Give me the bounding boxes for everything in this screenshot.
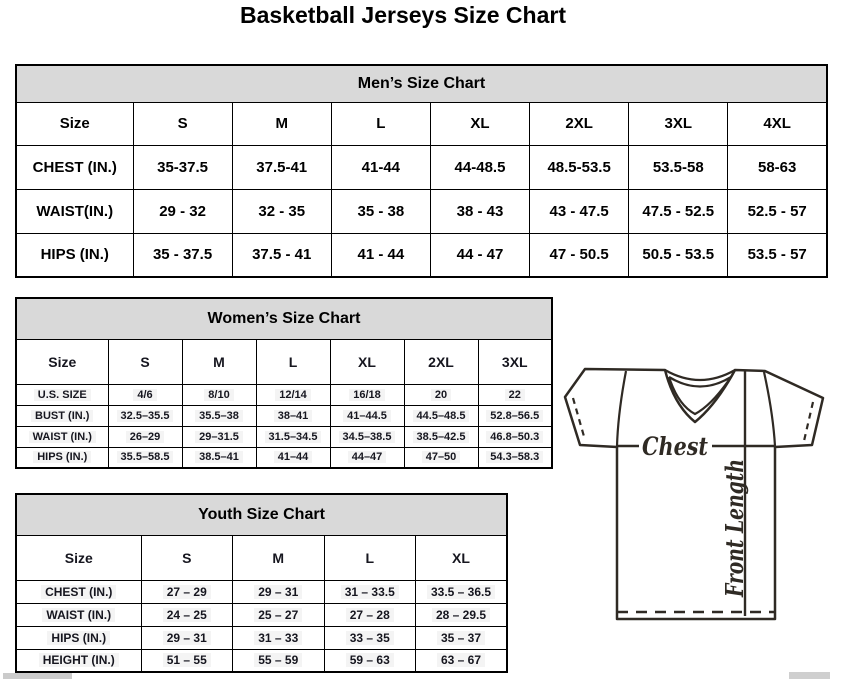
size-value: 31 – 33 xyxy=(254,631,302,645)
size-value: 38.5–41 xyxy=(195,451,243,463)
measurement-label xyxy=(16,233,133,277)
size-value: 4/6 xyxy=(133,389,156,401)
size-value: 44.5–48.5 xyxy=(413,410,470,422)
table-row xyxy=(16,649,507,672)
size-value-cell xyxy=(331,189,430,233)
size-value-cell xyxy=(182,426,256,447)
measurement-label-text: BUST (IN.) xyxy=(31,410,93,422)
size-value-cell xyxy=(232,145,331,189)
front-length-label: Front Length xyxy=(720,419,749,597)
size-value: 50.5 - 53.5 xyxy=(642,246,715,264)
size-value: 47–50 xyxy=(422,451,461,463)
size-value: 44–47 xyxy=(348,451,387,463)
measurement-label xyxy=(16,405,108,426)
size-value: 38–41 xyxy=(274,410,313,422)
size-column-header: XL xyxy=(430,102,529,145)
size-value-cell xyxy=(256,447,330,468)
size-column-header: S xyxy=(133,102,232,145)
size-value-cell xyxy=(478,405,552,426)
size-value-cell xyxy=(331,145,430,189)
size-column-header: 2XL xyxy=(530,102,629,145)
size-value: 51 – 55 xyxy=(163,653,211,667)
size-value: 47.5 - 52.5 xyxy=(642,202,715,220)
size-value: 27 – 28 xyxy=(346,608,394,622)
gray-corner-mark-left xyxy=(3,673,72,679)
size-column-header: L xyxy=(256,339,330,384)
size-row-label: Size xyxy=(16,102,133,145)
measurement-label xyxy=(16,603,141,626)
size-value-cell xyxy=(182,447,256,468)
gray-corner-mark-right xyxy=(789,672,830,679)
size-value: 28 – 29.5 xyxy=(432,608,490,622)
size-value: 38.5–42.5 xyxy=(413,431,470,443)
size-value: 35-37.5 xyxy=(157,158,208,176)
size-value-cell xyxy=(324,603,416,626)
measurement-label-text: HIPS (IN.) xyxy=(40,246,109,264)
size-value-cell xyxy=(416,649,508,672)
size-column-header: 3XL xyxy=(629,102,728,145)
size-value-cell xyxy=(141,603,233,626)
size-value: 29 - 32 xyxy=(159,202,206,220)
size-value-cell xyxy=(530,145,629,189)
measurement-label xyxy=(16,145,133,189)
size-value-cell xyxy=(404,426,478,447)
size-column-header: XL xyxy=(416,535,508,580)
size-value-cell xyxy=(728,233,827,277)
size-header-row xyxy=(16,339,552,384)
size-value: 44 - 47 xyxy=(456,246,504,264)
size-value: 47 - 50.5 xyxy=(549,246,609,264)
measurement-label xyxy=(16,626,141,649)
size-row-label: Size xyxy=(16,339,108,384)
size-value: 58-63 xyxy=(757,158,797,176)
size-value: 53.5-58 xyxy=(652,158,704,176)
size-value: 59 – 63 xyxy=(346,653,394,667)
size-value-cell xyxy=(324,580,416,603)
size-value: 54.3–58.3 xyxy=(486,451,543,463)
youth-table-title: Youth Size Chart xyxy=(16,494,507,535)
size-value-cell xyxy=(478,384,552,405)
measurement-label-text: WAIST (IN.) xyxy=(42,608,115,622)
size-value-cell xyxy=(404,447,478,468)
measurement-label-text: HEIGHT (IN.) xyxy=(39,653,119,667)
size-value-cell xyxy=(330,384,404,405)
size-value-cell xyxy=(141,580,233,603)
size-value: 41–44 xyxy=(274,451,313,463)
size-value-cell xyxy=(232,189,331,233)
measurement-label xyxy=(16,384,108,405)
measurement-label xyxy=(16,426,108,447)
size-value: 46.8–50.3 xyxy=(486,431,543,443)
measurement-label-text: WAIST (IN.) xyxy=(29,431,96,443)
size-value-cell xyxy=(133,233,232,277)
size-value: 26–29 xyxy=(126,431,165,443)
size-column-header: M xyxy=(232,102,331,145)
mens-table-title: Men’s Size Chart xyxy=(16,65,827,102)
size-value: 38 - 43 xyxy=(456,202,504,220)
size-value: 35.5–38 xyxy=(195,410,243,422)
size-value: 52.5 - 57 xyxy=(747,202,807,220)
size-value: 29 – 31 xyxy=(163,631,211,645)
measurement-label xyxy=(16,447,108,468)
size-value-cell xyxy=(416,603,508,626)
size-value-cell xyxy=(108,447,182,468)
measurement-label-text: HIPS (IN.) xyxy=(33,451,91,463)
table-row xyxy=(16,384,552,405)
size-value-cell xyxy=(530,189,629,233)
jersey-measurement-diagram xyxy=(560,358,832,626)
size-value: 29–31.5 xyxy=(195,431,243,443)
collar-back-arc-outer xyxy=(665,370,735,380)
size-value: 41 - 44 xyxy=(357,246,405,264)
measurement-label-text: U.S. SIZE xyxy=(34,389,91,401)
size-value-cell xyxy=(478,447,552,468)
size-value: 53.5 - 57 xyxy=(747,246,807,264)
size-value: 29 – 31 xyxy=(254,585,302,599)
table-row xyxy=(16,405,552,426)
size-value-cell xyxy=(233,649,325,672)
cuff-dashed-right xyxy=(804,402,813,441)
size-value-cell xyxy=(404,405,478,426)
size-value-cell xyxy=(330,426,404,447)
size-value-cell xyxy=(182,405,256,426)
size-value-cell xyxy=(629,189,728,233)
page-title: Basketball Jerseys Size Chart xyxy=(239,2,566,28)
measurement-label-text: CHEST (IN.) xyxy=(32,158,117,176)
table-row xyxy=(16,426,552,447)
size-value: 33 – 35 xyxy=(346,631,394,645)
size-value-cell xyxy=(108,405,182,426)
size-value-cell xyxy=(430,145,529,189)
size-value: 35 - 38 xyxy=(357,202,405,220)
size-value: 34.5–38.5 xyxy=(339,431,396,443)
table-row xyxy=(16,447,552,468)
womens-table-title: Women’s Size Chart xyxy=(16,298,552,339)
size-value: 25 – 27 xyxy=(254,608,302,622)
size-value-cell xyxy=(629,233,728,277)
size-value: 8/10 xyxy=(204,389,233,401)
size-value: 41-44 xyxy=(361,158,401,176)
size-column-header: L xyxy=(331,102,430,145)
size-value: 27 – 29 xyxy=(163,585,211,599)
armhole-seam-right xyxy=(764,372,775,446)
size-column-header: M xyxy=(233,535,325,580)
size-value-cell xyxy=(233,626,325,649)
measurement-label xyxy=(16,649,141,672)
size-value: 55 – 59 xyxy=(254,653,302,667)
size-column-header: L xyxy=(324,535,416,580)
cuff-dashed-left xyxy=(573,398,585,440)
size-value: 31 – 33.5 xyxy=(341,585,399,599)
size-column-header: 2XL xyxy=(404,339,478,384)
table-row xyxy=(16,189,827,233)
measurement-label xyxy=(16,189,133,233)
size-value: 35 – 37 xyxy=(437,631,485,645)
size-value-cell xyxy=(232,233,331,277)
size-value: 16/18 xyxy=(349,389,385,401)
size-value-cell xyxy=(233,580,325,603)
table-row xyxy=(16,233,827,277)
size-value: 43 - 47.5 xyxy=(549,202,609,220)
size-value: 32.5–35.5 xyxy=(117,410,174,422)
size-header-row xyxy=(16,102,827,145)
youth-size-table xyxy=(15,493,508,673)
size-value-cell xyxy=(430,189,529,233)
chest-label: Chest xyxy=(642,432,709,461)
womens-size-table xyxy=(15,297,553,469)
size-value-cell xyxy=(629,145,728,189)
size-value-cell xyxy=(728,145,827,189)
size-value-cell xyxy=(430,233,529,277)
size-value: 22 xyxy=(505,389,525,401)
size-value-cell xyxy=(416,626,508,649)
table-row xyxy=(16,603,507,626)
measurement-label-text: WAIST(IN.) xyxy=(36,202,114,220)
size-value-cell xyxy=(530,233,629,277)
size-value: 33.5 – 36.5 xyxy=(427,585,495,599)
size-value-cell xyxy=(728,189,827,233)
size-value: 32 - 35 xyxy=(258,202,306,220)
size-column-header: S xyxy=(141,535,233,580)
size-row-label: Size xyxy=(16,535,141,580)
collar-back-arc-inner xyxy=(669,377,731,387)
size-value-cell xyxy=(324,649,416,672)
size-value-cell xyxy=(141,626,233,649)
size-column-header: 3XL xyxy=(478,339,552,384)
size-value-cell xyxy=(256,405,330,426)
table-row xyxy=(16,580,507,603)
size-value-cell xyxy=(108,426,182,447)
measurement-label-text: CHEST (IN.) xyxy=(41,585,116,599)
size-value-cell xyxy=(404,384,478,405)
size-value-cell xyxy=(330,447,404,468)
size-value-cell xyxy=(182,384,256,405)
size-value-cell xyxy=(141,649,233,672)
size-value-cell xyxy=(133,189,232,233)
size-column-header: M xyxy=(182,339,256,384)
size-value: 48.5-53.5 xyxy=(547,158,611,176)
armhole-seam-left xyxy=(617,371,626,446)
size-value-cell xyxy=(331,233,430,277)
size-column-header: 4XL xyxy=(728,102,827,145)
size-value: 41–44.5 xyxy=(343,410,391,422)
size-value-cell xyxy=(324,626,416,649)
size-value-cell xyxy=(416,580,508,603)
size-value: 35.5–58.5 xyxy=(117,451,174,463)
jersey-outline xyxy=(565,369,823,619)
table-row xyxy=(16,145,827,189)
measurement-label-text: HIPS (IN.) xyxy=(47,631,110,645)
size-value: 12/14 xyxy=(275,389,311,401)
size-column-header: XL xyxy=(330,339,404,384)
size-header-row xyxy=(16,535,507,580)
measurement-label xyxy=(16,580,141,603)
size-value: 20 xyxy=(431,389,451,401)
size-value: 37.5-41 xyxy=(256,158,308,176)
size-value-cell xyxy=(233,603,325,626)
size-value: 44-48.5 xyxy=(454,158,506,176)
size-value-cell xyxy=(256,426,330,447)
size-value-cell xyxy=(133,145,232,189)
size-value-cell xyxy=(256,384,330,405)
size-value-cell xyxy=(108,384,182,405)
size-value: 52.8–56.5 xyxy=(486,410,543,422)
mens-size-table xyxy=(15,64,828,278)
table-row xyxy=(16,626,507,649)
size-column-header: S xyxy=(108,339,182,384)
size-value: 37.5 - 41 xyxy=(252,246,312,264)
size-value: 31.5–34.5 xyxy=(265,431,322,443)
size-value: 24 – 25 xyxy=(163,608,211,622)
size-value-cell xyxy=(478,426,552,447)
size-value: 63 – 67 xyxy=(437,653,485,667)
size-value: 35 - 37.5 xyxy=(152,246,213,264)
size-value-cell xyxy=(330,405,404,426)
